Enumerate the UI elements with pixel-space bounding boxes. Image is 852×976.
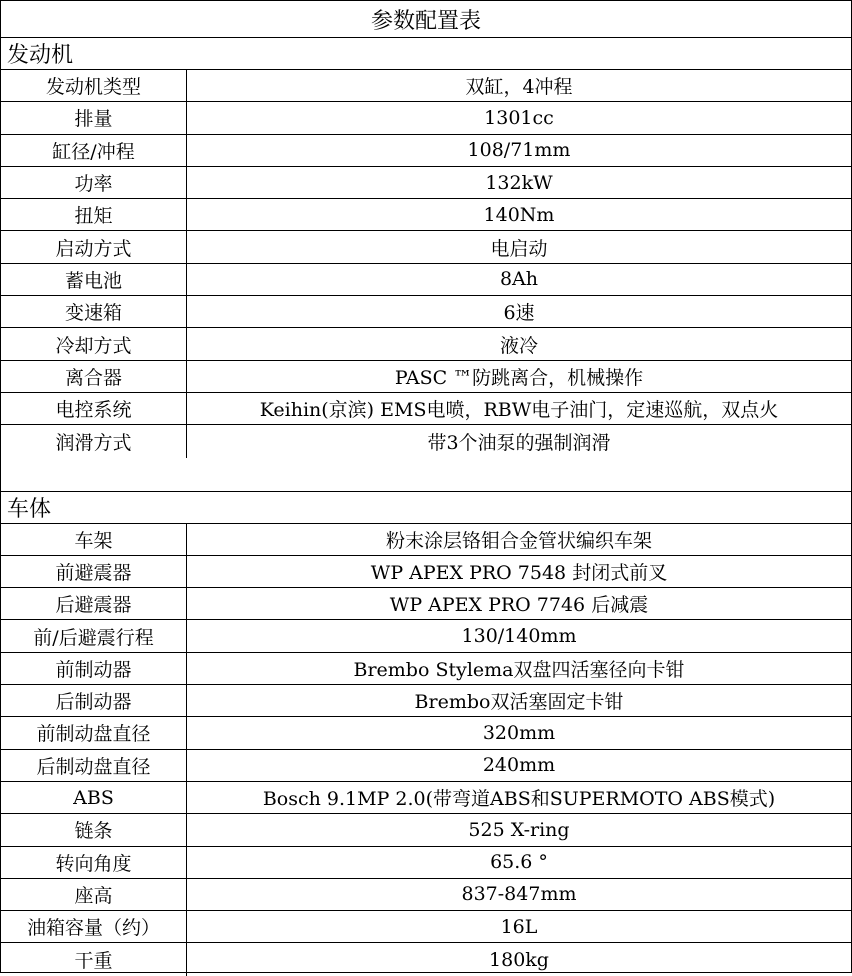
table-row bbox=[1, 588, 851, 620]
spec-value: Brembo双活塞固定卡钳 bbox=[414, 691, 624, 714]
table-row bbox=[1, 524, 851, 556]
spec-label: 前避震器 bbox=[1, 556, 187, 587]
table-row bbox=[1, 717, 851, 749]
spec-label: 后制动盘直径 bbox=[1, 750, 187, 781]
table-row bbox=[1, 135, 851, 167]
spec-value: 6速 bbox=[503, 302, 535, 325]
table-row bbox=[1, 70, 851, 102]
spec-value: 粉末涂层铬钼合金管状编织车架 bbox=[385, 529, 652, 552]
spec-value: 1301cc bbox=[484, 106, 554, 129]
section-header-label: 发动机 bbox=[7, 43, 74, 68]
spec-value: 65.6 ° bbox=[490, 851, 548, 874]
table-row bbox=[1, 911, 851, 943]
table-row bbox=[1, 750, 851, 782]
table-row bbox=[1, 814, 851, 846]
table-row bbox=[1, 425, 851, 457]
spec-value: 837-847mm bbox=[461, 883, 577, 906]
table-row bbox=[1, 620, 851, 652]
table-row bbox=[1, 231, 851, 263]
spec-value: WP APEX PRO 7548 封闭式前叉 bbox=[370, 562, 668, 584]
table-row bbox=[1, 393, 851, 425]
spec-label: 座高 bbox=[1, 879, 187, 910]
spec-value: 双缸，4冲程 bbox=[465, 76, 573, 99]
spec-label: 转向角度 bbox=[1, 847, 187, 878]
table-row bbox=[1, 328, 851, 360]
spec-value: 带3个油泵的强制润滑 bbox=[427, 431, 611, 454]
spec-value: 320mm bbox=[482, 721, 556, 744]
spec-label: 干重 bbox=[1, 943, 187, 975]
spec-label: 离合器 bbox=[1, 361, 187, 392]
spec-value: 电启动 bbox=[490, 237, 548, 260]
spec-label: 变速箱 bbox=[1, 296, 187, 327]
spec-label: 启动方式 bbox=[1, 231, 187, 262]
spec-value: 16L bbox=[500, 915, 538, 938]
spec-label: 排量 bbox=[1, 102, 187, 133]
spec-label: 缸径/冲程 bbox=[1, 135, 187, 166]
spec-label: 功率 bbox=[1, 167, 187, 198]
spec-label: 链条 bbox=[1, 814, 187, 845]
spec-value: 132kW bbox=[485, 171, 553, 194]
spec-value: 140Nm bbox=[483, 203, 555, 226]
spec-label: 前/后避震行程 bbox=[1, 620, 187, 651]
table-row bbox=[1, 264, 851, 296]
table-row bbox=[1, 556, 851, 588]
spec-label: ABS bbox=[1, 782, 187, 813]
spec-value: Keihin(京滨) EMS电喷，RBW电子油门，定速巡航，双点火 bbox=[259, 399, 779, 422]
table-row bbox=[1, 879, 851, 911]
table-row bbox=[1, 167, 851, 199]
spec-value: 240mm bbox=[482, 754, 556, 777]
spec-value: WP APEX PRO 7746 后减震 bbox=[389, 594, 649, 617]
table-row bbox=[1, 685, 851, 717]
spec-label: 油箱容量（约） bbox=[1, 911, 187, 942]
section-header-label: 车体 bbox=[7, 496, 52, 522]
spec-value: 180kg bbox=[489, 948, 549, 971]
table-row bbox=[1, 102, 851, 134]
spec-label: 润滑方式 bbox=[1, 425, 187, 457]
spec-value: Brembo Stylema双盘四活塞径向卡钳 bbox=[353, 658, 685, 681]
spec-label: 冷却方式 bbox=[1, 328, 187, 359]
spec-label: 前制动器 bbox=[1, 653, 187, 684]
table-row bbox=[1, 847, 851, 879]
spec-value: 8Ah bbox=[499, 268, 539, 291]
table-row bbox=[1, 296, 851, 328]
table-row bbox=[1, 782, 851, 814]
blank-separator-row bbox=[1, 458, 851, 492]
spec-value: 108/71mm bbox=[467, 139, 571, 162]
spec-label: 扭矩 bbox=[1, 199, 187, 230]
spec-label: 电控系统 bbox=[1, 393, 187, 424]
spec-value: 525 X-ring bbox=[468, 818, 570, 841]
spec-value: PASC ™防跳离合，机械操作 bbox=[394, 366, 644, 389]
table-title-text: 参数配置表 bbox=[370, 8, 481, 34]
table-title bbox=[1, 1, 851, 38]
section-header bbox=[1, 492, 851, 524]
section-engine bbox=[1, 38, 851, 458]
spec-label: 蓄电池 bbox=[1, 264, 187, 295]
table-row bbox=[1, 199, 851, 231]
spec-value: 液冷 bbox=[499, 334, 538, 357]
spec-label: 前制动盘直径 bbox=[1, 717, 187, 748]
spec-label: 发动机类型 bbox=[1, 70, 187, 101]
spec-label: 后制动器 bbox=[1, 685, 187, 716]
spec-label: 车架 bbox=[1, 524, 187, 555]
table-row bbox=[1, 653, 851, 685]
section-header bbox=[1, 38, 851, 70]
section-chassis bbox=[1, 492, 851, 976]
spec-value: 130/140mm bbox=[461, 625, 577, 648]
table-row bbox=[1, 361, 851, 393]
table-row bbox=[1, 943, 851, 975]
spec-value: Bosch 9.1MP 2.0(带弯道ABS和SUPERMOTO ABS模式) bbox=[262, 788, 776, 811]
spec-label: 后避震器 bbox=[1, 588, 187, 619]
